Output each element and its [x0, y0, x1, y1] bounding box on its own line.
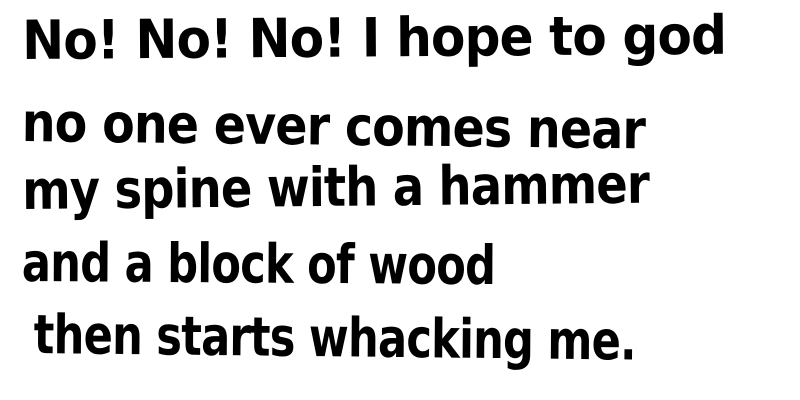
note-line-5: then starts whacking me.	[33, 303, 636, 373]
note-line-2: no one ever comes near	[21, 91, 646, 162]
note-line-1: No! No! No! I hope to god	[21, 3, 727, 72]
note-line-3: my spine with a hammer	[21, 152, 650, 222]
note-line-4: and a block of wood	[21, 231, 496, 298]
